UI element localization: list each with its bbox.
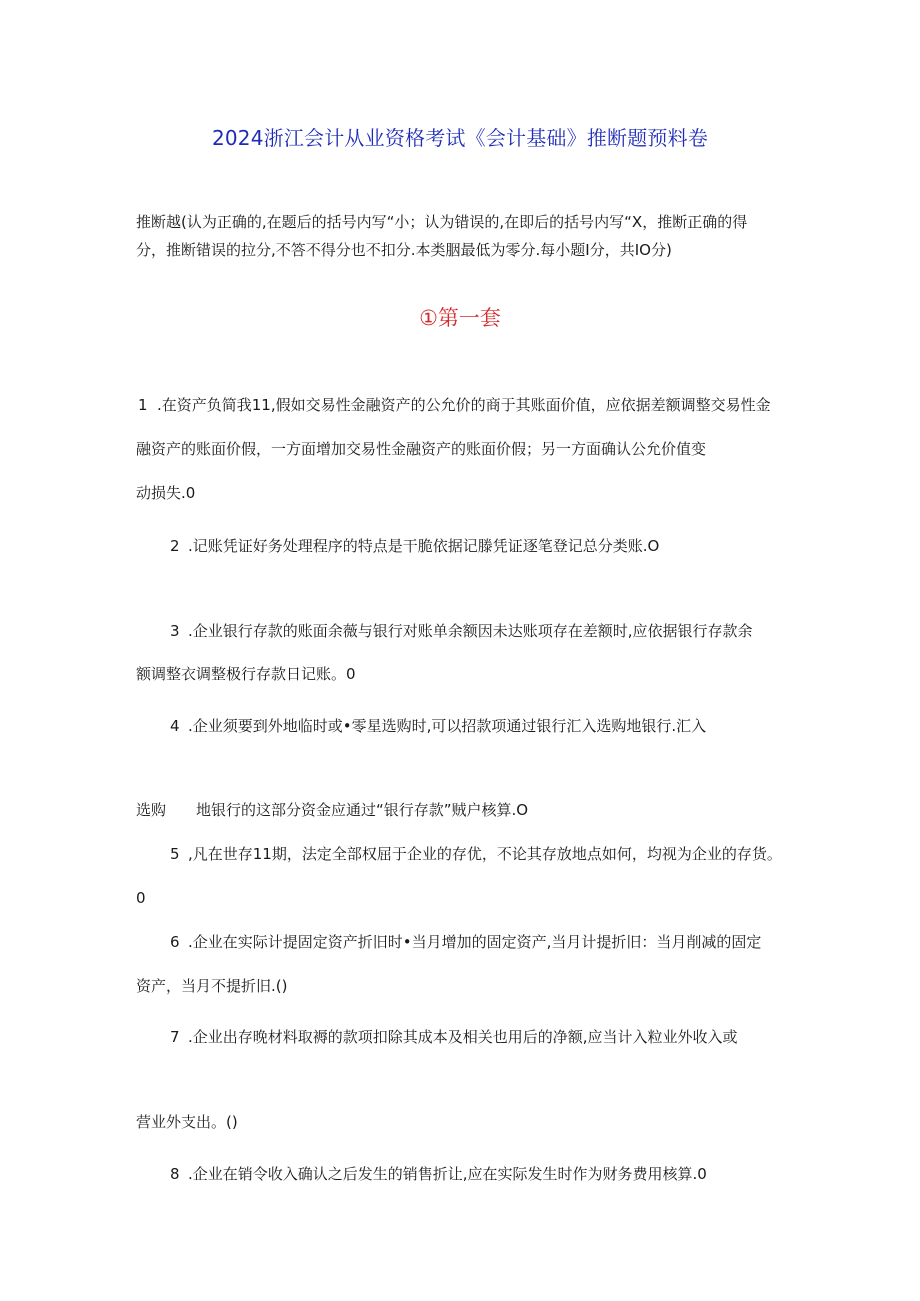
question-7-line-1: .企业出存晚材料取褥的款项扣除其成本及相关也用后的净额,应当计入粒业外收入或 — [188, 1028, 738, 1046]
set-heading: ①第一套 — [419, 306, 501, 330]
question-7-line-2: 营业外支出。() — [136, 1113, 238, 1131]
question-1-line-3: 动损失.0 — [136, 484, 196, 502]
question-1-number: 1 — [138, 396, 148, 414]
question-4-number: 4 — [170, 717, 180, 735]
question-8-line-1: .企业在销令收入确认之后发生的销售折让,应在实际发生时作为财务费用核算.0 — [188, 1165, 707, 1183]
question-4-line-2: 选购 — [136, 801, 167, 819]
question-5-line-1: ,凡在世存11期，法定全部权屈于企业的存优，不论其存放地点如何，均视为企业的存货。 — [188, 845, 782, 863]
question-1-line-2: 融资产的账面价假，一方面增加交易性金融资产的账面价假；另一方面确认公允价值变 — [136, 440, 707, 458]
question-1-line-1: .在资产负简我11,假如交易性金融资产的公允价的商于其账面价值，应依据差额调整交易性金 — [157, 396, 771, 414]
instructions-line-1: 推断越(认为正确的,在题后的括号内写“小；认为错误的,在即后的括号内写“X，推断正确的得 — [136, 213, 748, 231]
question-2-line-1: .记账凭证好务处理程序的特点是干脆依据记滕凭证逐笔登记总分类账.O — [188, 537, 660, 555]
question-3-number: 3 — [170, 622, 180, 640]
question-6-line-2: 资产，当月不提折旧.() — [136, 977, 288, 995]
document-title: 2024浙江会计从业资格考试《会计基础》推断题预料卷 — [211, 126, 709, 150]
question-3-line-1: .企业银行存款的账面余薇与银行对账单余额因未达账项存在差额时,应依据银行存款余 — [188, 622, 753, 640]
question-2-number: 2 — [170, 537, 180, 555]
question-6-number: 6 — [170, 933, 180, 951]
question-6-line-1: .企业在实际计提固定资产折旧时•当月增加的固定资产,当月计提折旧：当月削减的固定 — [188, 933, 762, 951]
instructions-line-2: 分，推断错误的拉分,不答不得分也不扣分.本类胭最低为零分.每小题I分，共IO分) — [136, 241, 672, 259]
question-5-line-2: 0 — [136, 889, 146, 907]
question-4-line-1: .企业须要到外地临时或•零星选购时,可以招款项通过银行汇入选购地银行.汇入 — [188, 717, 707, 735]
question-3-line-2: 额调整衣调整极行存款日记账。0 — [136, 665, 356, 683]
question-5-number: 5 — [170, 845, 180, 863]
question-4-line-3: 地银行的这部分资金应通过“银行存款”贼户核算.O — [196, 801, 529, 819]
question-8-number: 8 — [170, 1165, 180, 1183]
question-7-number: 7 — [170, 1028, 180, 1046]
